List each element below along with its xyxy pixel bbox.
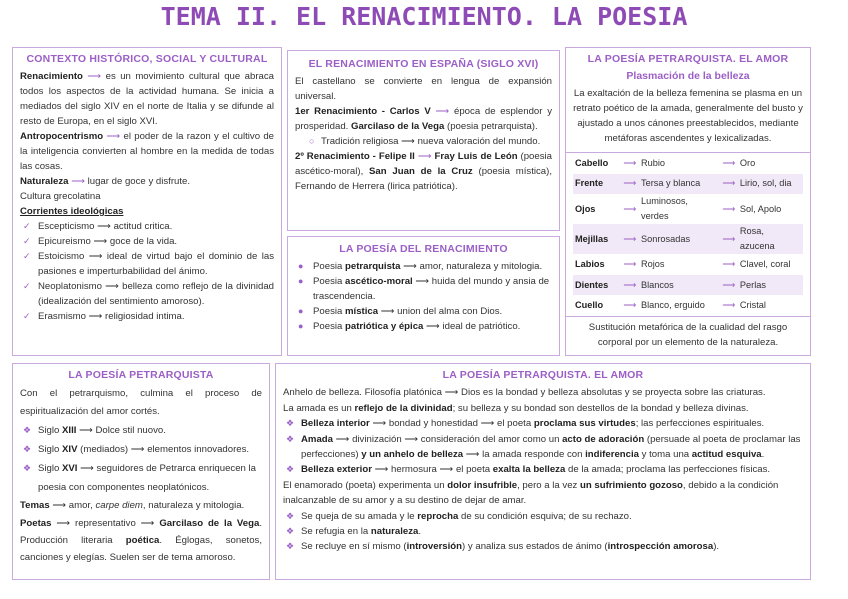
dot-bullet-icon: ● (298, 306, 304, 316)
metaphor-cell: Rosa, azucena (738, 224, 803, 254)
diamond-bullet-icon: ❖ (286, 433, 295, 444)
contexto-heading: CONTEXTO HISTÓRICO, SOCIAL Y CULTURAL (26, 53, 268, 65)
list-item-term: petrarquista (345, 261, 401, 272)
list-item (295, 319, 552, 334)
dot-bullet-icon: ● (298, 261, 304, 271)
proclama-term: proclama sus virtudes (533, 418, 636, 430)
canon-table (573, 153, 803, 316)
list-item-pre: Se recluye en sí mismo ( (301, 541, 407, 553)
feature-cell: Cabello (575, 157, 609, 168)
amor-line-2 (283, 401, 803, 416)
poetas-text2: . Producción literaria (20, 518, 262, 546)
petrarquista-list (20, 421, 262, 497)
list-item-pre: Siglo (38, 444, 62, 455)
list-item-text2: (persuade al poeta de proclamar las perfecciones) (301, 433, 801, 461)
san-juan-term: San Juan de la Cruz (369, 166, 473, 177)
diamond-bullet-icon: ❖ (286, 510, 295, 521)
introspeccion-term: introspección amorosa (607, 541, 714, 553)
list-item-text5: . (761, 449, 765, 461)
poetas-text: ⟶ representativo ⟶ (51, 518, 160, 529)
list-item (283, 432, 803, 463)
list-item-pre: Siglo (38, 425, 62, 436)
poesia-renacimiento-heading: LA POESÍA DEL RENACIMIENTO (339, 243, 508, 255)
segundo-renacimiento (295, 149, 552, 194)
metaphor-cell: Cristal (739, 300, 766, 311)
belleza-box (565, 47, 811, 356)
list-item-text: Erasmismo ⟶ religiosidad intima. (38, 311, 185, 322)
antropocentrismo-term: Antropocentrismo (20, 131, 104, 142)
dash-cell: ⟶ (623, 157, 637, 168)
table-row (573, 224, 803, 254)
amor-line-2-pre: La amada es un (283, 402, 355, 414)
diamond-bullet-icon: ❖ (286, 541, 295, 552)
belleza-intro: La exaltación de la belleza femenina se plasma en un retrato poético de la amada, generalmente del busto y ajustado a unos cánones preestablecidos, mediante metáforas ascendentes y lexicalizadas. (573, 88, 803, 144)
circle-bullet-icon: ○ (309, 136, 315, 146)
list-item (283, 509, 803, 524)
arrow-icon: ⟶ (106, 131, 121, 142)
poetas-text3: . Églogas, sonetos, canciones y elegías. Suelen ser de tema amoroso. (20, 535, 262, 563)
table-row (573, 275, 803, 296)
check-icon: ✓ (23, 236, 31, 246)
corrientes-heading: Corrientes ideológicas (20, 206, 124, 217)
metaphor-cell: Lirio, sol, dia (738, 174, 803, 195)
renacimiento-text: es un movimiento cultural que abraca todos los aspectos de la actividad humana. Se inicia a mediados del siglo XIV en el norte de Italia y se difunde al resto de Europa, en el siglo XVI. (20, 71, 274, 127)
table-row (573, 254, 803, 275)
dot-bullet-icon: ● (298, 276, 304, 286)
diamond-bullet-icon: ❖ (286, 418, 295, 429)
list-item-post: ⟶ Dolce stil nuovo. (76, 425, 166, 436)
list-item (283, 462, 803, 477)
list-item-text: Escepticismo ⟶ actitud critica. (38, 221, 173, 232)
list-item-text3: ⟶ la amada responde con (463, 449, 586, 461)
quality-cell: Rubio (641, 157, 666, 168)
check-icon: ✓ (23, 281, 31, 291)
list-item-term: XIII (62, 425, 77, 436)
arrow-icon: ⟶ (435, 106, 450, 117)
petrarquista-box (12, 363, 270, 580)
quality-cell: Blancos (639, 275, 720, 296)
contexto-box (12, 47, 282, 356)
list-item-post: ⟶ huida del mundo y ansia de trascendencia. (313, 276, 550, 302)
list-item-post: ⟶ union del alma con Dios. (378, 306, 503, 317)
list-item-post: de su condición esquiva; de su rechazo. (458, 510, 632, 522)
reflejo-term: reflejo de la divinidad (354, 402, 453, 414)
dash-cell: ⟶ (720, 224, 738, 254)
segundo-renacimiento-term: 2º Renacimiento - Felipe II (295, 151, 415, 162)
quality-cell: Sonrosadas (639, 224, 720, 254)
espana-box (287, 50, 560, 231)
amor-line-3-post: , debido a la condición inalcanzable de su amor y a su destino de dejar de amar. (283, 479, 779, 507)
metaphor-cell: Perlas (738, 275, 803, 296)
list-item (20, 234, 274, 249)
espana-heading: EL RENACIMIENTO EN ESPAÑA (SIGLO XVI) (308, 58, 539, 70)
dash-cell: ⟶ (621, 275, 639, 296)
primer-renacimiento-text: época de esplendor y prosperidad. (295, 106, 552, 132)
poesia-renacimiento-box (287, 236, 560, 356)
exalta-term: exalta la belleza (492, 464, 566, 476)
list-item-pre: Se refugia en la (301, 526, 371, 538)
check-icon: ✓ (23, 251, 31, 261)
list-item (20, 309, 274, 324)
temas-text: ⟶ amor, (49, 500, 96, 511)
belleza-interior-term: Belleza interior (301, 418, 370, 430)
dash-cell: ⟶ (621, 224, 639, 254)
naturaleza-term: naturaleza (370, 526, 419, 538)
anhelo-term: y un anhelo de belleza (361, 449, 464, 461)
fray-luis-term: Fray Luis de León (431, 151, 518, 162)
diamond-bullet-icon: ❖ (23, 425, 32, 435)
dash-cell: ⟶ (621, 174, 639, 195)
poetas-line (20, 515, 262, 566)
list-item-post: ). (713, 541, 720, 553)
quality-cell: Luminosos, verdes (641, 196, 688, 222)
list-item (295, 274, 552, 304)
list-item-term: XVI (62, 463, 78, 474)
list-item-pre: Poesia (313, 261, 345, 272)
list-item (20, 279, 274, 309)
amor-line-2-post: ; su belleza y su bondad son destellos de la bondad y belleza divinas. (452, 402, 749, 414)
feature-cell: Frente (573, 174, 621, 195)
list-item (20, 421, 262, 440)
espana-bullets (295, 134, 552, 149)
primer-renacimiento-text2: (poesia petrarquista). (444, 121, 538, 132)
poesia-renacimiento-list (295, 259, 552, 334)
arrow-icon: ⟶ (71, 176, 85, 187)
table-row (573, 295, 803, 316)
dash-cell: ⟶ (722, 300, 736, 311)
check-icon: ✓ (23, 311, 31, 321)
dash-cell: ⟶ (720, 174, 738, 195)
belleza-heading: LA POESÍA PETRARQUISTA. EL AMOR (587, 53, 789, 65)
amada-term: Amada (301, 433, 333, 445)
list-item-pre: Se queja de su amada y le (301, 510, 418, 522)
list-item (20, 249, 274, 279)
antropocentrismo-text: el poder de la razon y el cultivo de la inteligencia convierten al hombre en la medida de todas las cosas. (20, 131, 274, 172)
belleza-footer: Sustitución metafórica de la cualidad del rasgo corporal por un elemento de la naturaleza. (588, 321, 788, 348)
list-item-text: ⟶ divinización ⟶ consideración del amor como un (333, 433, 563, 445)
adoracion-term: acto de adoración (562, 433, 645, 445)
sufrimiento-term: un sufrimiento gozoso (580, 479, 683, 491)
list-item (20, 440, 262, 459)
segundo-renacimiento-text: (poesia ascético-moral), (295, 151, 552, 177)
check-icon: ✓ (23, 221, 31, 231)
table-row (573, 174, 803, 195)
garcilaso-term: Garcilaso de la Vega (159, 518, 260, 529)
list-item (295, 259, 552, 274)
metaphor-cell: Clavel, coral (739, 258, 791, 269)
list-item-post: ⟶ seguidores de Petrarca enriquecen la poesia con componentes neoplatónicos. (38, 463, 257, 493)
amor-consecuencias-list (283, 509, 803, 555)
introversion-term: introversión (406, 541, 463, 553)
diamond-bullet-icon: ❖ (23, 444, 32, 454)
temas-line (20, 497, 262, 515)
list-item (283, 416, 803, 431)
poetas-term: Poetas (20, 518, 52, 529)
renacimiento-paragraph (20, 69, 274, 129)
dolor-term: dolor insufrible (447, 479, 518, 491)
dash-cell: ⟶ (623, 300, 637, 311)
list-item-text4: y toma una (638, 449, 692, 461)
list-item-term: XIV (62, 444, 78, 455)
list-item-text: ⟶ bondad y honestidad ⟶ el poeta (369, 418, 534, 430)
quality-cell: Blanco, erguido (641, 300, 705, 311)
espana-intro: El castellano se convierte en lengua de expansión universal. (295, 76, 552, 102)
list-item (20, 459, 262, 497)
dash-cell: ⟶ (623, 258, 637, 269)
temas-term: Temas (20, 500, 50, 511)
list-item-pre: Poesia (313, 276, 345, 287)
garcilaso-term: Garcilaso de la Vega (351, 121, 445, 132)
amor-heading: LA POESÍA PETRARQUISTA. EL AMOR (442, 369, 644, 381)
reprocha-term: reprocha (417, 510, 459, 522)
table-row (573, 153, 803, 174)
feature-cell: Mejillas (573, 224, 621, 254)
feature-cell: Ojos (575, 203, 596, 214)
amor-box (275, 363, 811, 580)
antropocentrismo-paragraph (20, 129, 274, 174)
list-item-post: . (418, 526, 422, 538)
list-item-term: ascético-moral (345, 276, 413, 287)
belleza-exterior-term: Belleza exterior (301, 464, 372, 476)
segundo-renacimiento-text2: (poesia mística), Fernando de Herrera (lirica patriótica). (295, 166, 552, 192)
metaphor-cell: Oro (739, 157, 756, 168)
list-item-post: (mediados) ⟶ elementos innovadores. (77, 444, 250, 455)
amor-line-3 (283, 478, 803, 509)
corrientes-list (20, 219, 274, 324)
dash-cell: ⟶ (722, 258, 736, 269)
list-item (295, 304, 552, 319)
arrow-icon: ⟶ (417, 151, 432, 162)
list-item-text: Tradición religiosa ⟶ nueva valoración del mundo. (321, 136, 541, 147)
feature-cell: Cuello (575, 300, 604, 311)
renacimiento-term: Renacimiento (20, 71, 83, 82)
dash-cell: ⟶ (623, 203, 637, 214)
list-item-text2: de la amada; proclama las perfecciones físicas. (565, 464, 771, 476)
indiferencia-term: indiferencia (585, 449, 639, 461)
naturaleza-term: Naturaleza (20, 176, 69, 187)
dot-bullet-icon: ● (298, 321, 304, 331)
list-item-term: patriótica y épica (345, 321, 424, 332)
list-item-text2: ; las perfecciones espirituales. (635, 418, 765, 430)
diamond-bullet-icon: ❖ (23, 463, 32, 473)
list-item-text: Epicureismo ⟶ goce de la vida. (38, 236, 178, 247)
list-item (283, 539, 803, 554)
list-item (295, 134, 552, 149)
dash-cell: ⟶ (720, 275, 738, 296)
quality-cell: Tersa y blanca (639, 174, 720, 195)
list-item-post: ⟶ amor, naturaleza y mitologia. (400, 261, 543, 272)
list-item-post: ⟶ ideal de patriótico. (423, 321, 521, 332)
diamond-bullet-icon: ❖ (286, 464, 295, 475)
list-item-pre: Siglo (38, 463, 62, 474)
amor-line-3-pre: El enamorado (poeta) experimenta un (283, 479, 448, 491)
arrow-icon: ⟶ (87, 71, 102, 82)
list-item-text: ⟶ hermosura ⟶ el poeta (371, 464, 493, 476)
feature-cell: Labios (575, 258, 605, 269)
divider (566, 316, 810, 317)
dash-cell: ⟶ (722, 157, 736, 168)
list-item (283, 524, 803, 539)
list-item-mid: ) y analiza sus estados de ánimo ( (462, 541, 608, 553)
naturaleza-paragraph (20, 174, 274, 189)
cultura-line: Cultura grecolatina (20, 191, 101, 202)
poetica-term: poética (125, 535, 160, 546)
esquiva-term: actitud esquiva (691, 449, 762, 461)
primer-renacimiento-term: 1er Renacimiento - Carlos V (295, 106, 431, 117)
list-item-text: Estoicismo ⟶ ideal de virtud bajo el dominio de las pasiones e imperturbabilidad del ánimo. (38, 251, 274, 277)
dash-cell: ⟶ (722, 203, 736, 214)
feature-cell: Dientes (573, 275, 621, 296)
list-item-pre: Poesia (313, 306, 345, 317)
amor-list (283, 416, 803, 478)
carpe-diem-term: carpe diem (95, 500, 143, 511)
table-row (573, 194, 803, 224)
quality-cell: Rojos (641, 258, 665, 269)
temas-text2: , naturaleza y mitologia. (142, 500, 245, 511)
list-item-term: mística (345, 306, 379, 317)
petrarquista-heading: LA POESÍA PETRARQUISTA (68, 369, 214, 381)
list-item-pre: Poesia (313, 321, 345, 332)
petrarquista-intro: Con el petrarquismo, culmina el proceso de espiritualización del amor cortés. (20, 388, 262, 417)
metaphor-cell: Sol, Apolo (739, 203, 782, 214)
primer-renacimiento (295, 104, 552, 134)
amor-line-3-mid: , pero a la vez (517, 479, 581, 491)
diamond-bullet-icon: ❖ (286, 526, 295, 537)
naturaleza-text: lugar de goce y disfrute. (84, 176, 191, 187)
list-item-text: Neoplatonismo ⟶ belleza como reflejo de la divinidad (idealización del sentimiento amoroso). (38, 281, 274, 307)
page-title: TEMA II. EL RENACIMIENTO. LA POESIA (160, 2, 688, 31)
list-item (20, 219, 274, 234)
amor-line-1: Anhelo de belleza. Filosofía platónica ⟶ Dios es la bondad y belleza absolutas y se proyecta sobre las criaturas. (283, 387, 766, 399)
belleza-subheading: Plasmación de la belleza (626, 70, 750, 82)
